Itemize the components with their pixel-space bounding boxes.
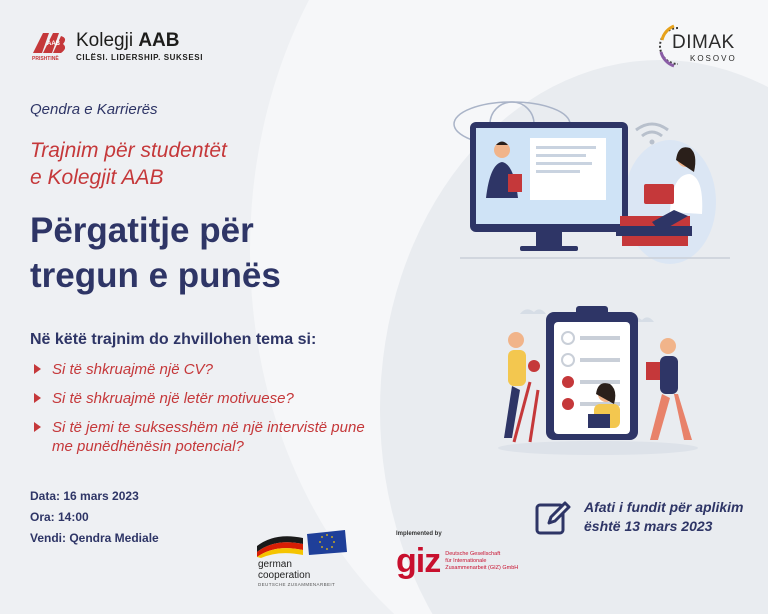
online-training-illustration (440, 92, 740, 264)
dimak-logo (656, 24, 740, 68)
german-cooperation-logo (255, 528, 351, 588)
event-date: Data: 16 mars 2023 (30, 489, 139, 503)
dimak-word: DIMAK (672, 32, 735, 53)
topic-text: Si të jemi te suksesshëm në një intervistë pune me punëdhënësin potencial? (52, 419, 365, 455)
brand-slogan: CILËSI. LIDERSHIP. SUKSESI (76, 52, 204, 62)
implemented-by-label: Implemented by (396, 531, 442, 537)
wifi-icon (636, 124, 668, 130)
giz-fullname (445, 551, 518, 572)
deadline-box (534, 498, 743, 536)
topic-text: Si të shkruajmë një CV? (52, 361, 213, 378)
topics-list (30, 360, 382, 466)
giz-logo (396, 544, 518, 578)
training-subtitle (30, 137, 227, 191)
title-line-2: tregun e punës (30, 256, 281, 295)
deadline-line-2: është 13 mars 2023 (584, 518, 713, 534)
event-info (30, 486, 159, 549)
career-center-label: Qendra e Karrierës (30, 101, 158, 118)
giz-line-2: für Internationale (445, 557, 487, 564)
german-word: german (258, 559, 292, 570)
topic-item (30, 418, 382, 456)
aab-mark-icon (30, 30, 70, 62)
giz-line-3: Zusammenarbeit (GIZ) GmbH (445, 564, 519, 571)
aab-mark-sub: PRISHTINË (32, 56, 59, 62)
subtitle-line-2: e Kolegjit AAB (30, 166, 164, 189)
german-eu-flags-icon (255, 528, 351, 558)
title-line-1: Përgatitje për (30, 211, 254, 250)
topics-intro: Në këtë trajnim do zhvillohen tema si: (30, 331, 317, 348)
deutsche-zusammenarbeit: DEUTSCHE ZUSAMMENARBEIT (258, 582, 336, 587)
edit-icon (534, 498, 572, 536)
brand-name (76, 31, 203, 51)
deadline-text (584, 498, 743, 536)
giz-line-1: Deutsche Gesellschaft (445, 550, 501, 557)
checklist-team-illustration (478, 300, 708, 458)
giz-wordmark: giz (396, 542, 441, 580)
deadline-line-1: Afati i fundit për aplikim (584, 499, 744, 515)
check-icon (562, 376, 574, 388)
triangle-bullet-icon (34, 364, 41, 374)
page-title (30, 208, 281, 298)
topic-item (30, 360, 382, 379)
brand-name-prefix: Kolegji (76, 29, 134, 51)
subtitle-line-1: Trajnim për studentët (30, 139, 227, 162)
triangle-bullet-icon (34, 422, 41, 432)
triangle-bullet-icon (34, 393, 41, 403)
event-time: Ora: 14:00 (30, 510, 89, 524)
check-icon (562, 398, 574, 410)
aab-mark-label: AAB (47, 41, 60, 47)
dimak-sub: KOSOVO (690, 54, 737, 63)
event-venue: Vendi: Qendra Mediale (30, 531, 159, 545)
cooperation-word: cooperation (258, 570, 311, 581)
topic-item (30, 389, 382, 408)
topic-text: Si të shkruajmë një letër motivuese? (52, 390, 294, 407)
brand-name-bold: AAB (138, 29, 180, 51)
kolegji-aab-logo (30, 30, 203, 62)
